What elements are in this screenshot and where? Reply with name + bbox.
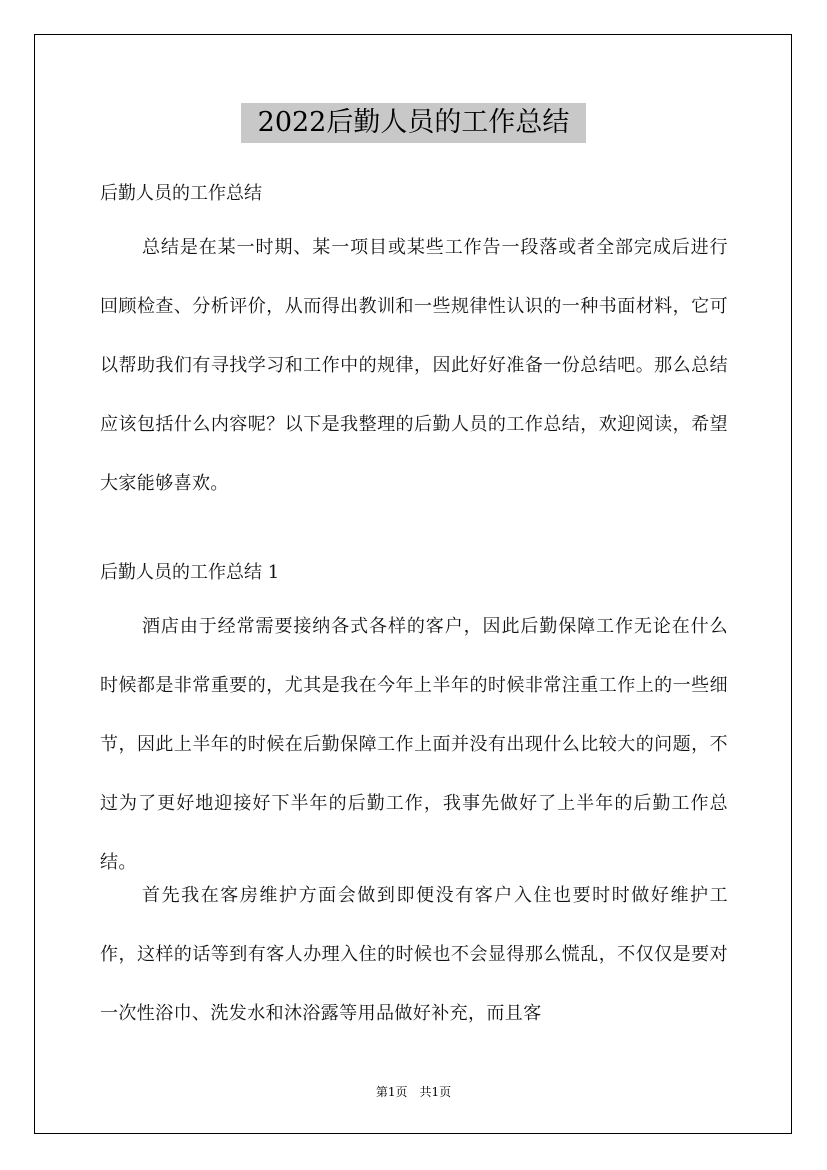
page-footer: 第1页 共1页 (375, 1085, 452, 1099)
document-title: 2022后勤人员的工作总结 (241, 103, 586, 143)
document-subtitle: 后勤人员的工作总结 (100, 183, 262, 204)
intro-paragraph: 总结是在某一时期、某一项目或某些工作告一段落或者全部完成后进行回顾检查、分析评价，从而得出教训和一些规律性认识的一种书面材料，它可以帮助我们有寻找学习和工作中的规律，因此好好准备一份总结吧。那么总结应该包括什么内容呢？以下是我整理的后勤人员的工作总结，欢迎阅读，希望大家能够喜欢。 (100, 237, 728, 494)
body-paragraph-2: 首先我在客房维护方面会做到即便没有客户入住也要时时做好维护工作，这样的话等到有客人办理入住的时候也不会显得那么慌乱，不仅仅是要对一次性浴巾、洗发水和沐浴露等用品做好补充，而且客 (100, 885, 728, 1024)
section-heading: 后勤人员的工作总结 1 (100, 562, 280, 583)
body-paragraph-1: 酒店由于经常需要接纳各式各样的客户，因此后勤保障工作无论在什么时候都是非常重要的，尤其是我在今年上半年的时候非常注重工作上的一些细节，因此上半年的时候在后勤保障工作上面并没有出现什么比较大的问题，不过为了更好地迎接好下半年的后勤工作，我事先做好了上半年的后勤工作总结。 (100, 616, 728, 873)
